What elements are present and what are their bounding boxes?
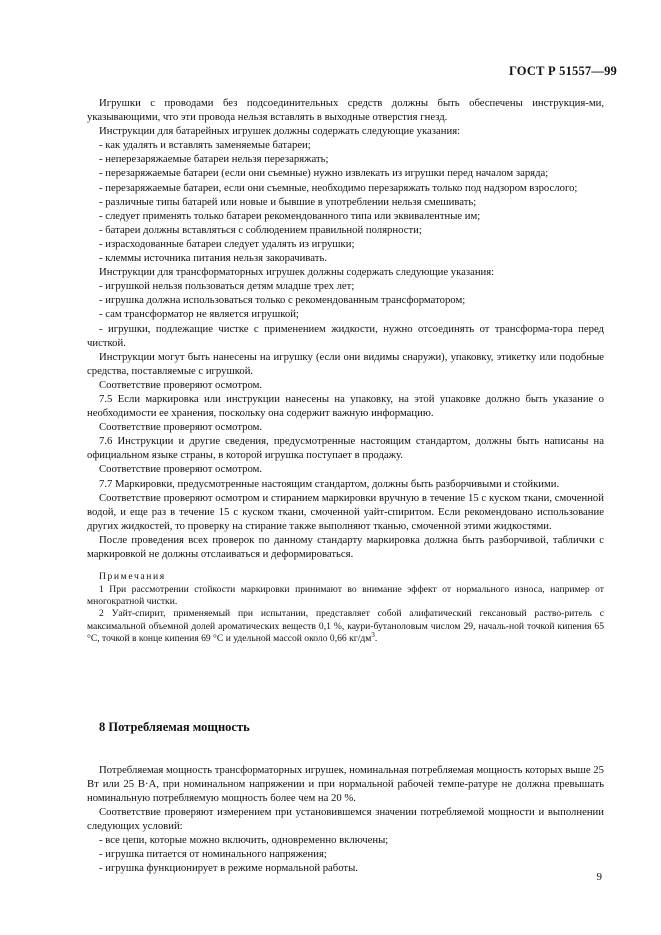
list-item: - батареи должны вставляться с соблюдением правильной полярности; (99, 223, 422, 236)
paragraph: Потребляемая мощность трансформаторных игрушек, номинальная потребляемая мощность которых выше 25 Вт или 25 В·А, при номинальном напряжении и при нормальной рабочей темпе-ратуре не должна превышать номинальную потребляемую мощность более чем на 20 %. (87, 763, 604, 804)
list-item: - игрушка должна использоваться только с рекомендованным трансформатором; (99, 294, 466, 307)
list-item: - игрушкой нельзя пользоваться детям младше трех лет; (99, 280, 355, 293)
paragraph: Инструкции для трансформаторных игрушек должны содержать следующие указания: (99, 266, 495, 279)
superscript: 3 (371, 630, 375, 639)
list-item: - все цепи, которые можно включить, одновременно включены; (99, 834, 389, 846)
page-number: 9 (596, 871, 602, 883)
clause-7-5: 7.5 Если маркировка или инструкции нанесены на упаковку, на этой упаковке должно быть указание о необходимости ее хранения, поскольку она содержит важную информацию. (87, 392, 604, 420)
list-item: - различные типы батарей или новые и бывшие в употреблении нельзя смешивать; (99, 195, 477, 208)
list-item: - игрушка питается от номинального напряжения; (99, 848, 327, 861)
paragraph: Инструкции для батарейных игрушек должны содержать следующие указания: (99, 125, 461, 138)
clause-7-6: 7.6 Инструкции и другие сведения, предусмотренные настоящим стандартом, должны быть написаны на официальном языке страны, в которой игрушка поступает в продажу. (87, 435, 604, 462)
list-item: - сам трансформатор не является игрушкой; (99, 308, 299, 321)
page-content (87, 96, 604, 875)
paragraph: Соответствие проверяют осмотром и стиранием маркировки вручную в течение 15 с куском ткани, смоченной водой, и еще раз в течение 15 с куском ткани, смоченной уайт-спиритом. Если рекомендовано использование других жидкостей, то проверку на стирание также выполняют тканью, смоченной этими жидкостями. (87, 491, 604, 532)
list-item: - следует применять только батареи рекомендованного типа или эквивалентные им; (99, 209, 481, 222)
paragraph: Соответствие проверяют осмотром. (99, 463, 263, 476)
section-title: 8 Потребляемая мощность (99, 719, 250, 734)
list-item: - как удалять и вставлять заменяемые батареи; (99, 139, 311, 152)
clause-7-7: 7.7 Маркировки, предусмотренные настоящим стандартом, должны быть разборчивыми и стойкими. (99, 477, 560, 490)
notes-title: Примечания (99, 571, 166, 583)
note-item (87, 608, 604, 645)
paragraph: Игрушки с проводами без подсоединительных средств должны быть обеспечены инструкция-ми, указывающими, что эти провода нельзя вставлять в выходные отверстия гнезд. (87, 97, 604, 124)
list-item: - игрушка функционирует в режиме нормальной работы. (99, 862, 358, 875)
list-item: - клеммы источника питания нельзя закорачивать. (99, 252, 327, 265)
paragraph: Соответствие проверяют измерением при установившемся значении потребляемой мощности и выполнении следующих условий: (87, 805, 604, 832)
note-text-end: . (374, 633, 378, 645)
paragraph: Соответствие проверяют осмотром. (99, 421, 263, 434)
list-item: - игрушки, подлежащие чистке с применением жидкости, нужно отсоединять от трансформа-тора перед чисткой. (87, 322, 604, 349)
note-text: 2 Уайт-спирит, применяемый при испытании, представляет собой алифатический гексановый раство-ритель с максимальной объемной долей ароматических веществ 0,1 %, каури-бутаноловым числом 29, началь-ной точкой кипения 65 °С, точкой в конце кипения 69 °С и удельной массой около 0,66 кг/дм (87, 608, 604, 645)
list-item: - неперезаряжаемые батареи нельзя перезаряжать; (99, 153, 329, 166)
list-item: - перезаряжаемые батареи (если они съемные) нужно извлекать из игрушки перед началом заряда; (99, 167, 549, 180)
note-item: 1 При рассмотрении стойкости маркировки принимают во внимание эффект от нормального износа, например от многократной чистки. (87, 583, 604, 607)
paragraph: После проведения всех проверок по данному стандарту маркировка должна быть разборчивой, таблички с маркировкой не должны отслаиваться и деформироваться. (87, 533, 604, 560)
notes-block (87, 571, 604, 645)
paragraph: Соответствие проверяют осмотром. (99, 378, 263, 391)
standard-code-header: ГОСТ Р 51557—99 (508, 64, 617, 78)
paragraph: Инструкции могут быть нанесены на игрушку (если они видимы снаружи), упаковку, этикетку или подобные средства, поставляемые с игрушкой. (87, 350, 604, 377)
list-item: - перезаряжаемые батареи, если они съемные, необходимо перезаряжать только под надзором взрослого; (99, 181, 578, 194)
list-item: - израсходованные батареи следует удалять из игрушки; (99, 237, 355, 250)
